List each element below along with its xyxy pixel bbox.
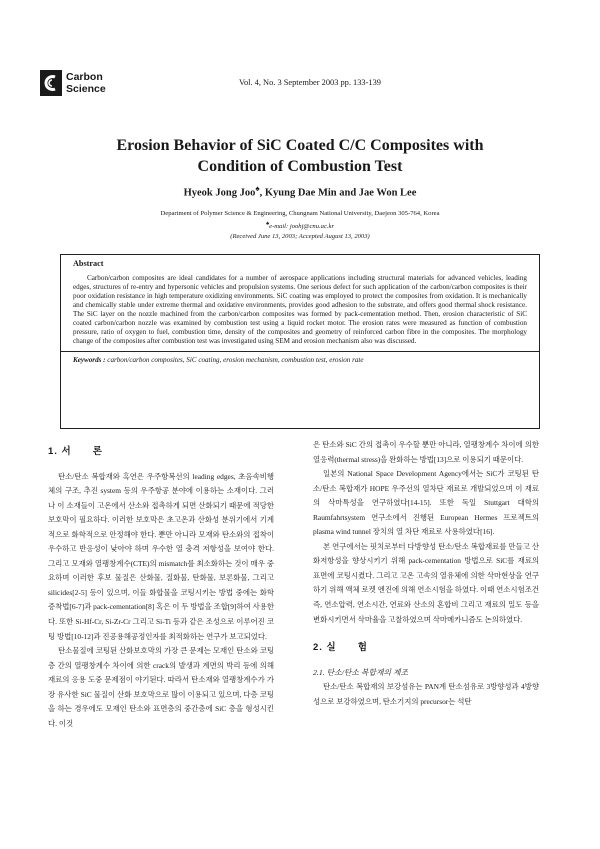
subsection-2-1-paragraph: 탄소/탄소 복합재의 보강섬유는 PAN계 탄소섬유로 3방향성과 4방향성으로 보강하였으며, 탄소기지의 precursor는 석탄 xyxy=(313,682,539,706)
logo-line-2: Science xyxy=(66,83,106,95)
email-mark: ♠ xyxy=(265,221,270,227)
subsection-2-1-heading: 2.1. 탄소/탄소 복합재의 제조 xyxy=(313,667,409,677)
other-authors: , Kyung Dae Min and Jae Won Lee xyxy=(259,187,417,199)
author-1: Hyeok Jong Joo xyxy=(183,187,256,199)
paper-title xyxy=(40,135,560,177)
journal-info: Vol. 4, No. 3 September 2003 pp. 133-139 xyxy=(239,78,381,87)
logo-line-1: Carbon xyxy=(66,71,103,83)
keywords-label: Keywords : xyxy=(73,356,106,364)
abstract-box xyxy=(60,254,540,429)
right-paragraph-1: 은 탄소와 SiC 간의 접촉이 우수할 뿐만 아니라, 열팽창계수 차이에 의한 열응력(thermal stress)을 완화하는 방법[13]으로 이용되기 때문이다. xyxy=(313,440,539,464)
left-paragraph-1: 탄소/탄소 복합재와 흑연은 우주항복선의 leading edges, 초음속비행체의 구조, 추진 system 등의 우주항공 분야에 이용하는 소재이다. 그러나 이 소재들이 고온에서 산소와 접촉하게 되면 산화되기 때문에 적당한 보호막이 필요하다. 이러한 보호막은 초고온과 산화성 분위기에서 기계적으로 화학적으로 안정해야 한다. 뿐만 아니라 모재와 탄소와의 접착이 우수하고 반응성이 낮아야 하며 우수한 열 충격 저항성을 보여야 한다. 그리고 모재와 열팽창계수(CTE)의 mismatch를 최소화하는 것이 매우 중요하며 이러한 후보 물질은 산화물, 질화물, 탄화물, 보론화물, 그리고 silicides[2-5] 등이 있으며, 이들 화합물을 코팅시키는 방법 중에는 화학증착법[6-7]과 pack-cementation[8] 혹은 이 두 방법을 조합[9]하여 사용한다. 또한 Si-Hf-Cr, Si-Zr-Cr 그리고 Si-Ti 등과 같은 조성으로 이루어진 코팅 방법[10-12]과 진공용해공정인자를 최적화하는 연구가 보고되었다. xyxy=(48,471,274,641)
authors xyxy=(40,184,560,199)
section-1-heading: 1. 서 론 xyxy=(48,446,103,457)
received-dates: (Received June 13, 2003; Accepted August 13, 2003) xyxy=(230,233,370,240)
abstract-text: Carbon/carbon composites are ideal candidates for a number of aerospace applications including structural materials for advanced vehicles, leading edges, structures of re-entry and hypersonic vehicles and propulsion systems. One serious defect for such application of the carbon/carbon composites is their poor oxidation resistance in high temperature oxidizing environments. SiC coating was employed to protect the composites from oxidation. It is mechanically and chemically stable under extreme thermal and oxidative environments, provides good adhesion to the substrate, and offers good thermal shock resistance. The SiC layer on the nozzle machined from the carbon/carbon composites was formed by pack-cementation method. Then, erosion characteristic of SiC coated carbon/carbon nozzle was examined by combustion test using a liquid rocket motor. The erosion rates were measured as function of combustion pressure, ratio of oxygen to fuel, combustion time, density of the composites and geometry of reinforced carbon fibre in the composites. The morphology change of the composites after combustion test was investigated using SEM and erosion mechanism also was discussed. xyxy=(73,274,527,345)
right-paragraph-2: 일본의 National Space Development Agency에서는 SiC가 코팅된 탄소/탄소 복합재가 HOPE 우주선의 열차단 재료로 개발되었으며 이 재료의 삭마특성을 연구하였다[14-15]. 또한 독일 Stuttgart 대학의 Raumfahrtsystem 연구소에서 진행된 European Hermes 프로젝트의 plasma wind tunnel 장치의 열 차단 재료로 사용하였다[16]. xyxy=(313,469,539,537)
affiliation: Department of Polymer Science & Engineering, Chungnam National University, Daejeon 305-764, Korea xyxy=(160,210,440,217)
right-column xyxy=(313,438,539,709)
email: e-mail: joohj@cnu.ac.kr xyxy=(269,223,335,231)
email-line xyxy=(0,221,600,230)
left-column xyxy=(48,445,274,731)
title-line-1: Erosion Behavior of SiC Coated C/C Composites with xyxy=(116,137,484,154)
section-2-heading: 2. 실 험 xyxy=(313,642,368,654)
title-line-2: Condition of Combustion Test xyxy=(197,158,403,175)
right-paragraph-3: 본 연구에서는 핏치로부터 다방향성 탄소/탄소 복합재료를 만들고 산화저항성을 향상시키기 위해 pack-cementation 방법으로 SiC를 재료의 표면에 코팅시켰다. 그리고 고온 고속의 열유체에 의한 삭마현상을 연구하기 위해 액체 로켓 엔진에 의해 연소시험을 하였다. 이때 연소시험조건 즉, 연소압력, 연소시간, 연료와 산소의 혼합비 그리고 재료의 밀도 등을 변화시키면서 삭마율을 고찰하였으며 삭마메카니즘도 논의하였다. xyxy=(313,541,539,624)
abstract-heading: Abstract xyxy=(73,259,104,268)
left-paragraph-2: 탄소물질에 코팅된 산화보호막의 가장 큰 문제는 모재인 탄소와 코팅층 간의 열팽창계수 차이에 의한 crack의 발생과 계면의 박리 등에 의해 재료의 응용 도중 문제점이 야기된다. 따라서 탄소재와 열팽창계수가 가장 유사한 SiC 물질이 산화 보호막으로 많이 이용되고 있으며, 다층 코팅을 하는 경우에도 모재인 탄소와 표면층의 중간층에 SiC 층을 형성시킨다. 이것 xyxy=(48,646,274,728)
corresponding-author-mark: ♠ xyxy=(255,184,260,193)
abstract-divider xyxy=(61,351,539,352)
keywords xyxy=(73,356,527,364)
keywords-list: carbon/carbon composites, SiC coating, erosion mechanism, combustion test, erosion rate xyxy=(105,356,364,364)
